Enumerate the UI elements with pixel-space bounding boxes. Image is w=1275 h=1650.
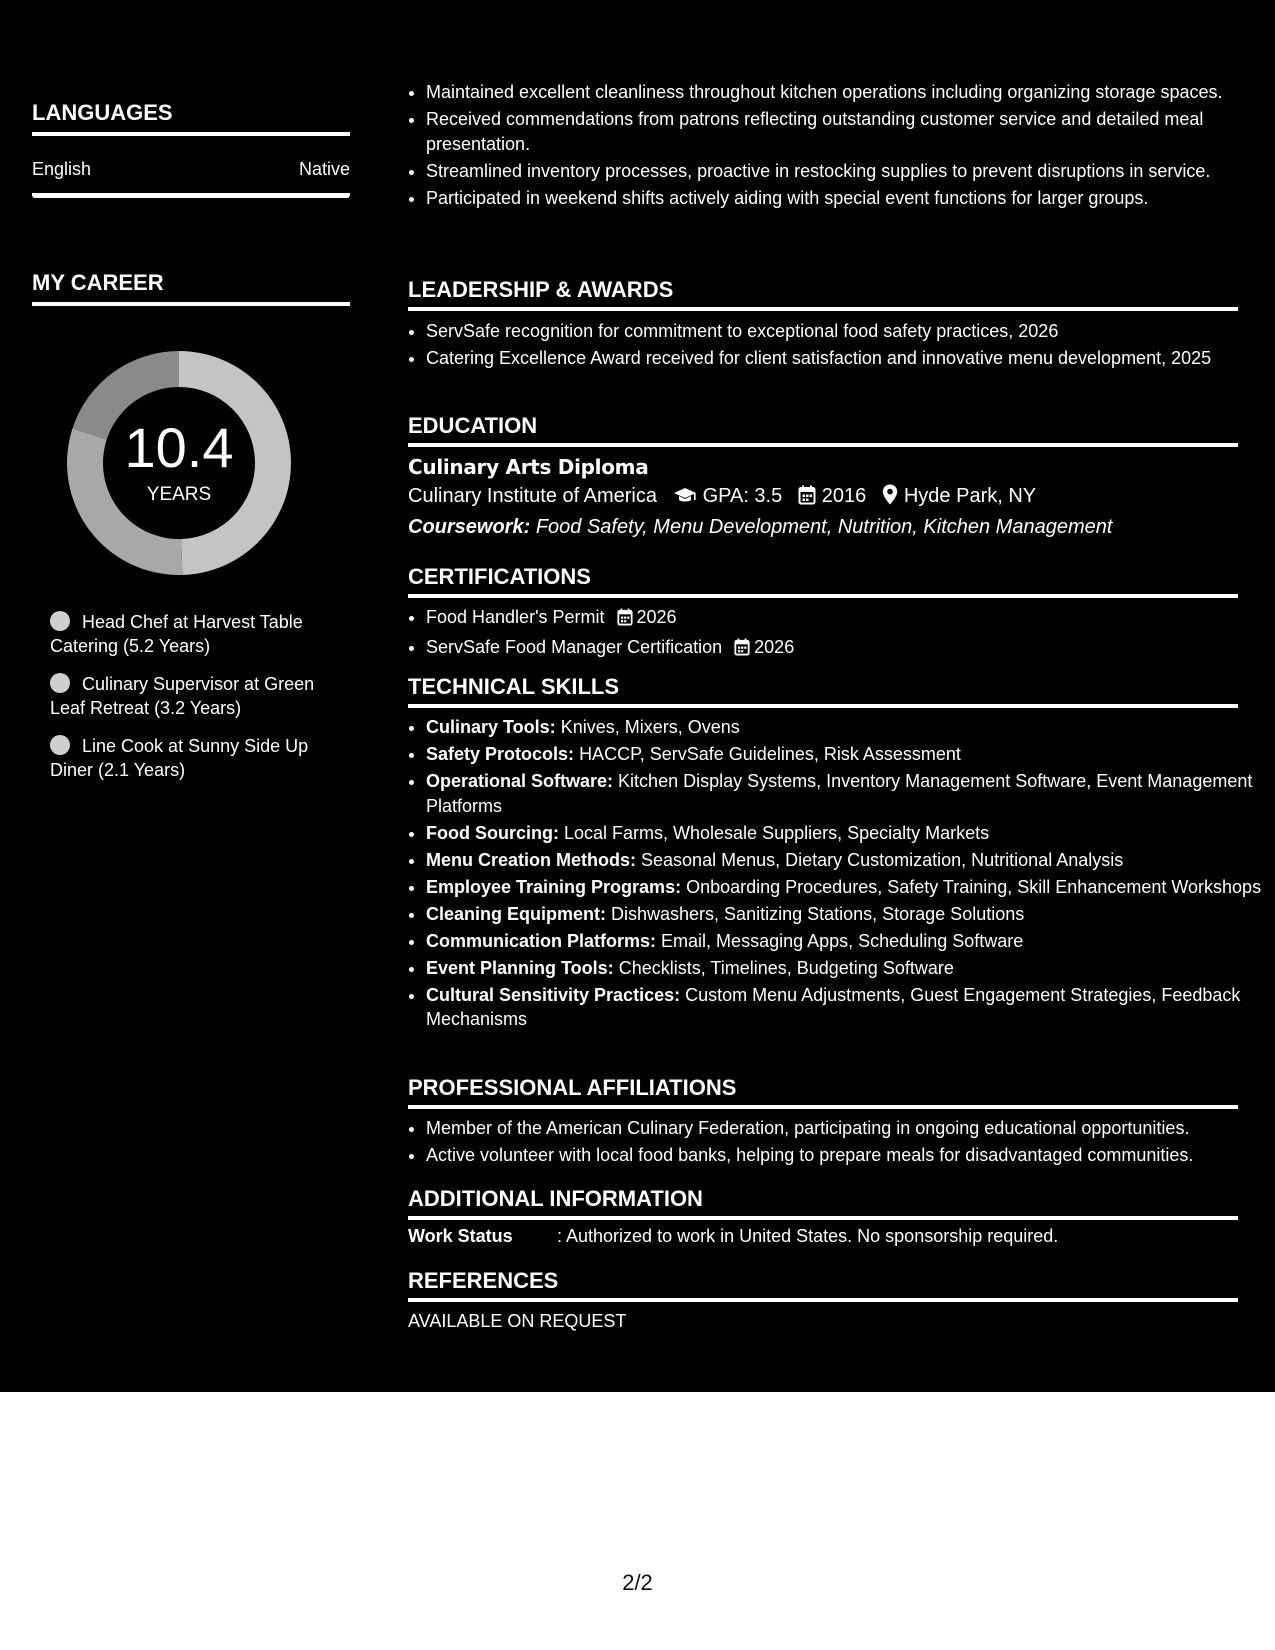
coursework-label: Coursework: (408, 516, 531, 538)
skill-value: Onboarding Procedures, Safety Training, Skill Enhancement Workshops (686, 876, 1262, 897)
certifications-list (408, 605, 1266, 665)
career-item (50, 672, 340, 720)
references-value: AVAILABLE ON REQUEST (408, 1311, 627, 1331)
education-coursework (408, 516, 1112, 539)
list-item: • Received commendations from patrons reflecting outstanding customer service and detailed meal presentation. (426, 107, 1266, 156)
career-title: MY CAREER (32, 270, 350, 306)
education-details (408, 484, 1036, 511)
list-item: • Participated in weekend shifts actively aiding with special event functions for larger groups. (426, 186, 1266, 211)
list-item: • Streamlined inventory processes, proactive in restocking supplies to prevent disruptions in service. (426, 159, 1266, 184)
education-gpa: GPA: 3.5 (702, 485, 783, 507)
bullet-dot-icon (50, 735, 70, 755)
skill-label: Communication Platforms: (426, 930, 657, 951)
calendar-icon (798, 485, 816, 511)
education-year: 2016 (821, 485, 867, 507)
additional-info-title: ADDITIONAL INFORMATION (408, 1186, 1238, 1220)
skill-label: Cleaning Equipment: (426, 903, 606, 924)
education-degree: Culinary Arts Diploma (408, 455, 649, 479)
graduation-cap-icon (673, 487, 697, 511)
experience-bullets (408, 80, 1266, 213)
coursework-value: Food Safety, Menu Development, Nutrition, Kitchen Management (535, 516, 1113, 538)
skill-item (426, 821, 1266, 846)
skill-item (426, 929, 1266, 954)
list-item: • ServSafe recognition for commitment to exceptional food safety practices, 2026 (426, 319, 1266, 344)
skill-item (426, 742, 1266, 767)
language-row (32, 157, 350, 198)
sidebar (0, 0, 378, 1392)
affiliations-title: PROFESSIONAL AFFILIATIONS (408, 1075, 1238, 1109)
certification-year: 2026 (636, 607, 677, 627)
skill-value: Kitchen Display Systems, Inventory Management Software, Event Management Platforms (426, 771, 1253, 816)
certification-item (426, 605, 1266, 633)
language-level: Native (298, 159, 350, 179)
skill-item (426, 983, 1266, 1032)
bullet-dot-icon (50, 673, 70, 693)
certification-name: Food Handler's Permit (426, 607, 605, 627)
skill-value: Dishwashers, Sanitizing Stations, Storage Solutions (611, 903, 1025, 924)
education-location: Hyde Park, NY (903, 485, 1037, 507)
career-item-label: Head Chef at Harvest Table Catering (5.2 Years) (50, 612, 303, 656)
references-title: REFERENCES (408, 1268, 1238, 1302)
education-title: EDUCATION (408, 413, 1238, 447)
language-name: English (32, 159, 92, 179)
skill-label: Food Sourcing: (426, 822, 559, 843)
skill-item (426, 956, 1266, 981)
skill-label: Cultural Sensitivity Practices: (426, 984, 681, 1005)
certification-year: 2026 (754, 637, 795, 657)
career-list (50, 610, 340, 796)
skill-label: Event Planning Tools: (426, 957, 614, 978)
skill-item (426, 715, 1266, 740)
work-status-value: : Authorized to work in United States. No sponsorship required. (557, 1226, 1059, 1246)
education-school: Culinary Institute of America (408, 485, 657, 507)
skill-value: HACCP, ServSafe Guidelines, Risk Assessment (579, 744, 961, 764)
bullet-dot-icon (50, 611, 70, 631)
skill-value: Local Farms, Wholesale Suppliers, Specialty Markets (564, 822, 990, 843)
certification-item (426, 635, 1266, 663)
career-item (50, 610, 340, 658)
page-number: 2/2 (622, 1570, 653, 1595)
skill-item (426, 769, 1266, 818)
list-item: • Active volunteer with local food banks, helping to prepare meals for disadvantaged communities. (426, 1143, 1266, 1168)
certification-name: ServSafe Food Manager Certification (426, 637, 723, 657)
leadership-list (408, 319, 1266, 373)
list-item: • Member of the American Culinary Federation, participating in ongoing educational opportunities. (426, 1116, 1266, 1141)
skills-list (408, 715, 1266, 1034)
list-item: • Catering Excellence Award received for client satisfaction and innovative menu development, 2025 (426, 346, 1266, 371)
career-item (50, 734, 340, 782)
skill-value: Seasonal Menus, Dietary Customization, Nutritional Analysis (641, 849, 1124, 870)
skill-label: Employee Training Programs: (426, 876, 682, 897)
skill-label: Menu Creation Methods: (426, 849, 636, 870)
career-years-unit: YEARS (146, 484, 212, 505)
skill-label: Culinary Tools: (426, 717, 556, 737)
list-item: • Maintained excellent cleanliness throughout kitchen operations including organizing storage spaces. (426, 80, 1266, 105)
career-item-label: Line Cook at Sunny Side Up Diner (2.1 Years) (50, 736, 309, 780)
career-total-years: 10.4 (124, 416, 234, 479)
affiliations-list (408, 1116, 1266, 1170)
work-status-label: Work Status (408, 1226, 513, 1246)
skill-value: Knives, Mixers, Ovens (560, 717, 740, 737)
skill-item (426, 902, 1266, 927)
skill-item (426, 848, 1266, 873)
skill-label: Safety Protocols: (426, 744, 575, 764)
calendar-icon (734, 638, 750, 663)
skill-value: Email, Messaging Apps, Scheduling Software (661, 930, 1024, 951)
calendar-icon (617, 608, 633, 633)
leadership-title: LEADERSHIP & AWARDS (408, 277, 1238, 311)
skill-value: Checklists, Timelines, Budgeting Software (618, 957, 954, 978)
skill-value: Custom Menu Adjustments, Guest Engagement Strategies, Feedback Mechanisms (426, 984, 1241, 1029)
skills-title: TECHNICAL SKILLS (408, 674, 1238, 708)
skill-item (426, 875, 1266, 900)
certifications-title: CERTIFICATIONS (408, 564, 1238, 598)
languages-title: LANGUAGES (32, 100, 350, 136)
career-item-label: Culinary Supervisor at Green Leaf Retreat (3.2 Years) (50, 674, 315, 718)
location-pin-icon (882, 484, 898, 511)
skill-label: Operational Software: (426, 771, 614, 791)
